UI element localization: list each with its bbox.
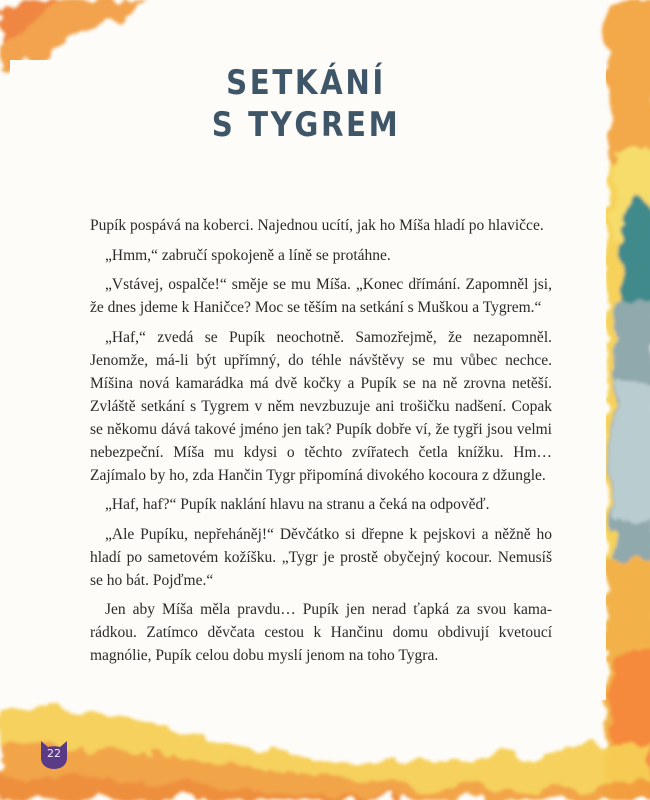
chapter-body [90,214,552,674]
chapter-title [43,62,569,146]
paragraph: „Vstávej, ospalče!“ směje se mu Míša. „Konec dřímání. Zapomněl jsi, že dnes jdeme k Haničce? Moc se těším na setkání s Muškou a Tygrem.“ [90,276,552,316]
page-number: 22 [47,747,61,760]
chapter-title-line-2: S TYGREM [211,105,401,145]
page-number-badge [38,738,70,770]
paragraph: Jen aby Míša měla pravdu… Pupík jen nerad ťapká za svou kamarádkou. Zatímco děvčata cestou k Hančinu domu obdivují kvetoucí magnólie, Pupík celou dobu myslí jenom na toho Tygra. [90,601,552,664]
paragraph: „Haf,“ zvedá se Pupík neochotně. Samozřejmě, že nezapomněl. Jenomže, má-li být upřímný, do téhle návštěvy se mu vůbec nechce. Míšina nová kamarádka má dvě kočky a Pupík se na ně zrovna netěší. Zvláště setkání s Tygrem v něm nevzbuzuje ani trošičku nadšení. Copak se někomu dává takové jméno jen tak? Pupík dobře ví, že tygři jsou velmi nebezpeční. Míša mu kdysi o těchto zvířatech četla knížku. Hm… Zajímalo by ho, zda Hančin Tygr připomíná divokého kocoura z džungle. [90,328,552,484]
paragraph: „Ale Pupíku, nepřeháněj!“ Děvčátko si dřepne k pejskovi a něžně ho hladí po sametovém kožíšku. „Tygr je prostě obyčejný kocour. Nemusíš se ho bát. Pojďme.“ [90,525,552,589]
chapter-title-line-1: SETKÁNÍ [226,63,386,103]
paragraph: „Haf, haf?“ Pupík naklání hlavu na stranu a čeká na odpověď. [105,496,490,513]
paragraph: Pupík pospává na koberci. Najednou ucítí, jak ho Míša hladí po hlavičce. [90,217,544,234]
paragraph: „Hmm,“ zabručí spokojeně a líně se protáhne. [105,246,391,264]
